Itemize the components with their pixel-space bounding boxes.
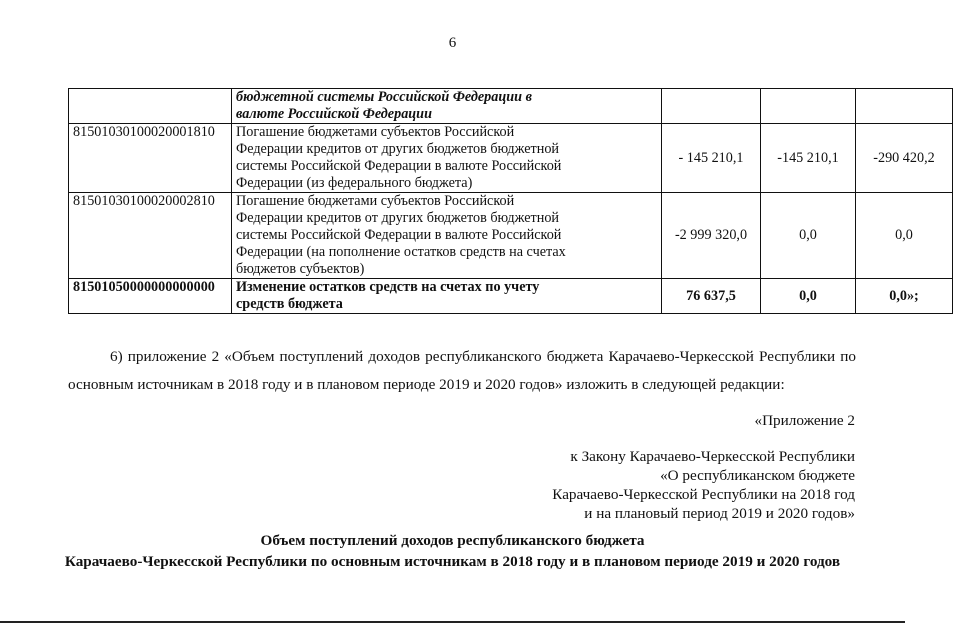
- description-cell: [232, 193, 662, 279]
- description-cell: [232, 279, 662, 314]
- description-line: Изменение остатков средств на счетах по учету: [236, 279, 540, 295]
- value-2020-cell: 0,0: [856, 193, 953, 279]
- description-line: бюджетной системы Российской Федерации в: [236, 89, 532, 105]
- title-line: Карачаево-Черкесской Республики по основным источникам в 2018 году и в плановом периоде 2019 и 2020 годов: [64, 553, 841, 570]
- code-cell: 81501030100020002810: [69, 193, 232, 279]
- table-row-continuation: [69, 89, 953, 124]
- value-2018-cell: 76 637,5: [662, 279, 761, 314]
- value-cell: [662, 89, 761, 124]
- value-2019-cell: -145 210,1: [761, 124, 856, 193]
- value-2020-cell: 0,0»;: [856, 279, 953, 314]
- value-cell: [856, 89, 953, 124]
- law-reference: [552, 447, 855, 523]
- budget-sources-table: [68, 88, 953, 314]
- amendment-paragraph: 6) приложение 2 «Объем поступлений доходов республиканского бюджета Карачаево-Черкесской Республики по основным источникам в 2018 году и в плановом периоде 2019 и 2020 годов» изложить в следующей редакции:: [68, 348, 856, 393]
- description-line: Погашение бюджетами субъектов Российской: [236, 193, 515, 209]
- value-2019-cell: 0,0: [761, 279, 856, 314]
- value-2018-cell: -2 999 320,0: [662, 193, 761, 279]
- value-cell: [761, 89, 856, 124]
- code-cell: 81501050000000000000: [69, 279, 232, 314]
- description-line: Федерации (на пополнение остатков средств на счетах: [236, 244, 566, 260]
- description-line: Федерации кредитов от других бюджетов бюджетной: [236, 210, 560, 226]
- page-number: 6: [448, 35, 457, 51]
- title-line: Объем поступлений доходов республиканского бюджета: [260, 532, 645, 549]
- table-row: [69, 193, 953, 279]
- page-bottom-rule: [0, 621, 905, 623]
- law-reference-line: к Закону Карачаево-Черкесской Республики: [570, 448, 855, 465]
- law-reference-line: и на плановый период 2019 и 2020 годов»: [584, 505, 855, 522]
- description-line: средств бюджета: [236, 296, 343, 312]
- value-2019-cell: 0,0: [761, 193, 856, 279]
- law-reference-line: «О республиканском бюджете: [660, 467, 855, 484]
- description-line: бюджетов субъектов): [236, 261, 365, 277]
- description-line: системы Российской Федерации в валюте Российской: [236, 158, 562, 174]
- description-line: Федерации кредитов от других бюджетов бюджетной: [236, 141, 560, 157]
- description-line: валюте Российской Федерации: [236, 106, 432, 122]
- code-cell: 81501030100020001810: [69, 124, 232, 193]
- description-line: Федерации (из федерального бюджета): [236, 175, 473, 191]
- description-line: системы Российской Федерации в валюте Российской: [236, 227, 562, 243]
- law-reference-line: Карачаево-Черкесской Республики на 2018 год: [552, 486, 855, 503]
- description-cell: [232, 89, 662, 124]
- table-row-total: [69, 279, 953, 314]
- description-line: Погашение бюджетами субъектов Российской: [236, 124, 515, 140]
- table-row: [69, 124, 953, 193]
- appendix-label: «Приложение 2: [754, 412, 855, 429]
- code-cell: [69, 89, 232, 124]
- section-title: [0, 530, 905, 572]
- value-2018-cell: - 145 210,1: [662, 124, 761, 193]
- value-2020-cell: -290 420,2: [856, 124, 953, 193]
- description-cell: [232, 124, 662, 193]
